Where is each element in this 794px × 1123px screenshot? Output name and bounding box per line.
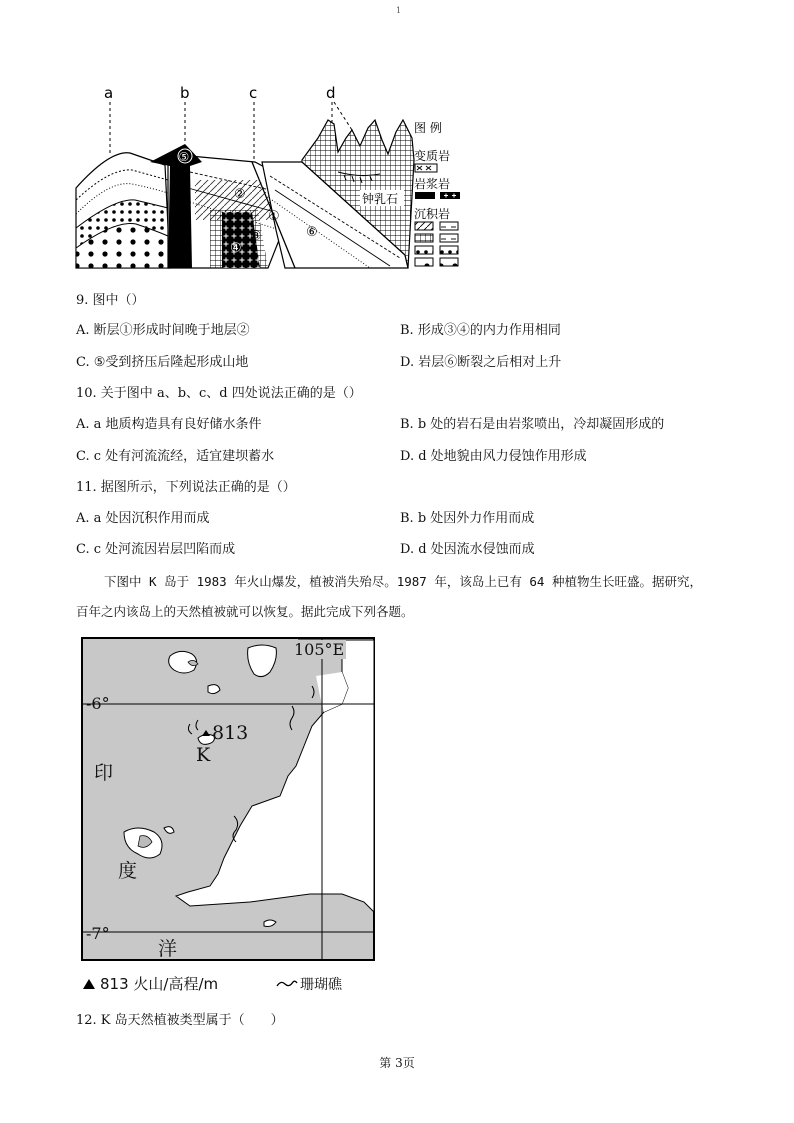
q9-option-a[interactable]: A. 断层①形成时间晚于地层② bbox=[76, 323, 250, 338]
q11-stem: 11. 据图所示，下列说法正确的是（） bbox=[76, 480, 296, 495]
label-a: a bbox=[104, 84, 114, 102]
q9-option-d[interactable]: D. 岩层⑥断裂之后相对上升 bbox=[400, 355, 562, 370]
q10-option-b[interactable]: B. b 处的岩石是由岩浆喷出，冷却凝固形成的 bbox=[400, 417, 665, 432]
island-k-label: K bbox=[196, 744, 211, 766]
circle-3: ③ bbox=[250, 229, 262, 244]
map-lat-bottom: -7° bbox=[86, 924, 110, 943]
map-longitude-label: 105°E bbox=[294, 640, 345, 659]
q12-stem: 12. K 岛天然植被类型属于（ ） bbox=[76, 1013, 284, 1028]
legend-reef-label: 珊瑚礁 bbox=[300, 977, 342, 993]
q11-option-b[interactable]: B. b 处因外力作用而成 bbox=[400, 511, 535, 526]
label-c: c bbox=[249, 84, 258, 102]
q10-stem: 10. 关于图中 a、b、c、d 四处说法正确的是（） bbox=[76, 386, 362, 401]
stalactite-label: 钟乳石 bbox=[362, 192, 399, 206]
geology-cross-section bbox=[70, 80, 470, 275]
page-number: 第 3页 bbox=[379, 1056, 415, 1070]
volcano-elevation: 813 bbox=[212, 722, 249, 744]
q10-option-a[interactable]: A. a 地质构造具有良好储水条件 bbox=[76, 417, 262, 432]
circle-1: ① bbox=[268, 209, 280, 224]
label-d: d bbox=[326, 84, 336, 102]
legend-magmatic: 岩浆岩 bbox=[414, 177, 451, 191]
q11-option-a[interactable]: A. a 处因沉积作用而成 bbox=[76, 511, 210, 526]
map-lat-top: -6° bbox=[86, 694, 110, 713]
q11-option-d[interactable]: D. d 处因流水侵蚀而成 bbox=[400, 542, 535, 557]
legend-metamorphic: 变质岩 bbox=[414, 149, 451, 163]
circle-4: ④ bbox=[230, 241, 242, 256]
ocean-char-1: 印 bbox=[94, 762, 114, 784]
q9-stem: 9. 图中（） bbox=[76, 293, 145, 308]
label-b: b bbox=[180, 84, 190, 102]
ocean-char-3: 洋 bbox=[158, 938, 178, 960]
volcano-icon bbox=[82, 978, 96, 990]
circle-5: ⑤ bbox=[178, 150, 190, 164]
intro-line-2: 百年之内该岛上的天然植被就可以恢复。据此完成下列各题。 bbox=[76, 604, 414, 619]
ocean-char-2: 度 bbox=[118, 860, 138, 882]
header-mark: 1 bbox=[396, 6, 402, 15]
coral-reef-icon bbox=[276, 978, 298, 990]
circle-6: ⑥ bbox=[306, 225, 318, 240]
legend-title: 图 例 bbox=[414, 121, 442, 135]
intro-line-1: 下图中 K 岛于 1983 年火山爆发，植被消失殆尽。1987 年，该岛上已有 64 种植物生长旺盛。据研究， bbox=[104, 574, 702, 589]
legend-volcano-label: 813 火山/高程/m bbox=[100, 975, 219, 993]
q9-option-b[interactable]: B. 形成③④的内力作用相同 bbox=[400, 323, 561, 338]
q11-option-c[interactable]: C. c 处河流因岩层凹陷而成 bbox=[76, 542, 236, 557]
q10-option-c[interactable]: C. c 处有河流流经，适宜建坝蓄水 bbox=[76, 449, 275, 464]
q9-option-c[interactable]: C. ⑤受到挤压后隆起形成山地 bbox=[76, 355, 249, 370]
q10-option-d[interactable]: D. d 处地貌由风力侵蚀作用形成 bbox=[400, 449, 587, 464]
legend-sedimentary: 沉积岩 bbox=[414, 207, 451, 221]
island-map bbox=[80, 636, 376, 962]
circle-2: ② bbox=[234, 187, 246, 202]
